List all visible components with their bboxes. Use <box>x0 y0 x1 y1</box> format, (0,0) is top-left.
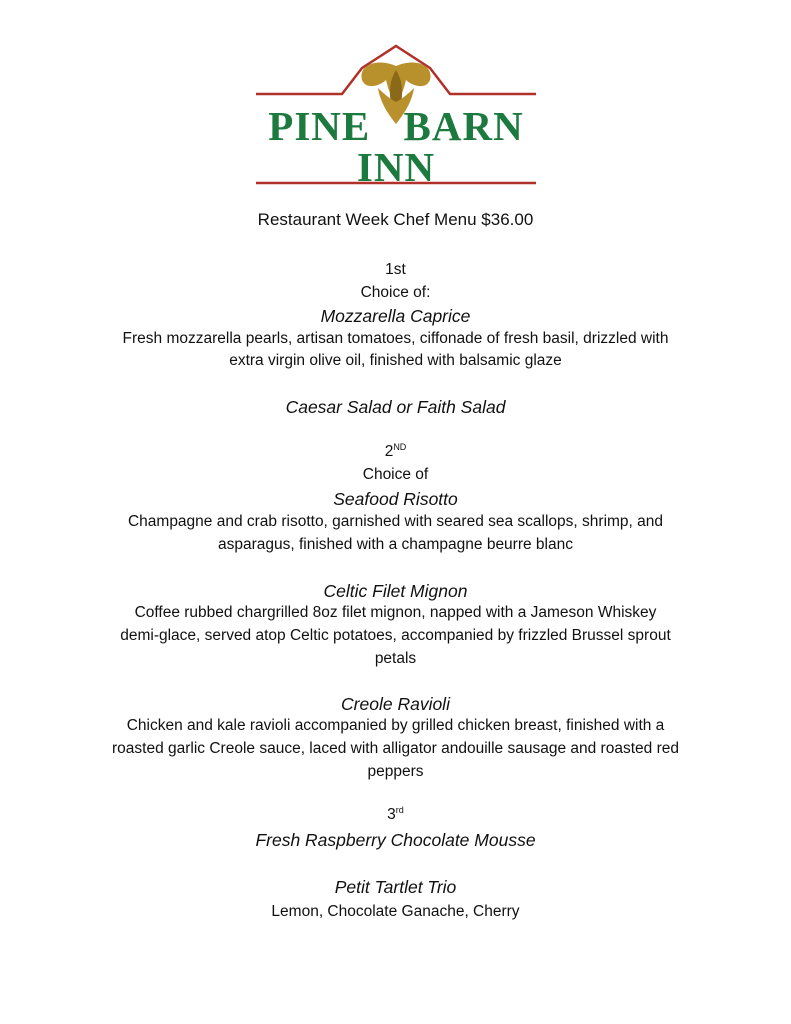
course-2-item-3-desc-3: peppers <box>367 763 424 780</box>
course-2-item-2-desc-3: petals <box>374 650 417 667</box>
menu-title: Restaurant Week Chef Menu $36.00 <box>257 210 534 229</box>
course-2-choice: Choice of <box>362 466 429 483</box>
course-1-choice: Choice of: <box>360 284 431 301</box>
course-1-item-2-name: Caesar Salad or Faith Salad <box>285 397 506 417</box>
course-2-item-3-desc-2: roasted garlic Creole sauce, laced with alligator andouille sausage and roasted red <box>112 740 679 757</box>
course-2-item-3-name: Creole Ravioli <box>341 694 450 714</box>
course-2-item-2-desc-2: demi-glace, served atop Celtic potatoes, accompanied by frizzled Brussel sprout <box>120 627 671 644</box>
course-2-item-3-desc-1: Chicken and kale ravioli accompanied by grilled chicken breast, finished with a <box>126 717 665 734</box>
course-3-item-2-name: Petit Tartlet Trio <box>334 877 457 897</box>
course-2-item-1-desc-1: Champagne and crab risotto, garnished with seared sea scallops, shrimp, and <box>127 513 664 530</box>
course-2-item-2-desc-1: Coffee rubbed chargrilled 8oz filet mignon, napped with a Jameson Whiskey <box>134 604 657 621</box>
pine-barn-inn-logo <box>250 44 542 190</box>
course-3-label: 3rd <box>387 804 404 823</box>
course-3-item-1-name: Fresh Raspberry Chocolate Mousse <box>255 830 536 850</box>
course-2-item-1-desc-2: asparagus, finished with a champagne beurre blanc <box>217 536 573 553</box>
course-2-item-2-name: Celtic Filet Mignon <box>323 581 468 601</box>
course-2-item-1-name: Seafood Risotto <box>333 489 458 509</box>
course-2-label: 2ND <box>384 441 407 460</box>
course-1-item-1-desc-2: extra virgin olive oil, finished with balsamic glaze <box>229 352 562 369</box>
course-1-label: 1st <box>385 261 406 278</box>
logo-name-line2: INN <box>356 144 436 190</box>
course-1-item-1-desc-1: Fresh mozzarella pearls, artisan tomatoes, ciffonade of fresh basil, drizzled with <box>122 330 669 347</box>
course-1-item-1-name: Mozzarella Caprice <box>320 306 471 326</box>
logo-name-line1: PINE BARN <box>268 103 524 149</box>
course-3-item-2-desc-1: Lemon, Chocolate Ganache, Cherry <box>271 903 520 920</box>
